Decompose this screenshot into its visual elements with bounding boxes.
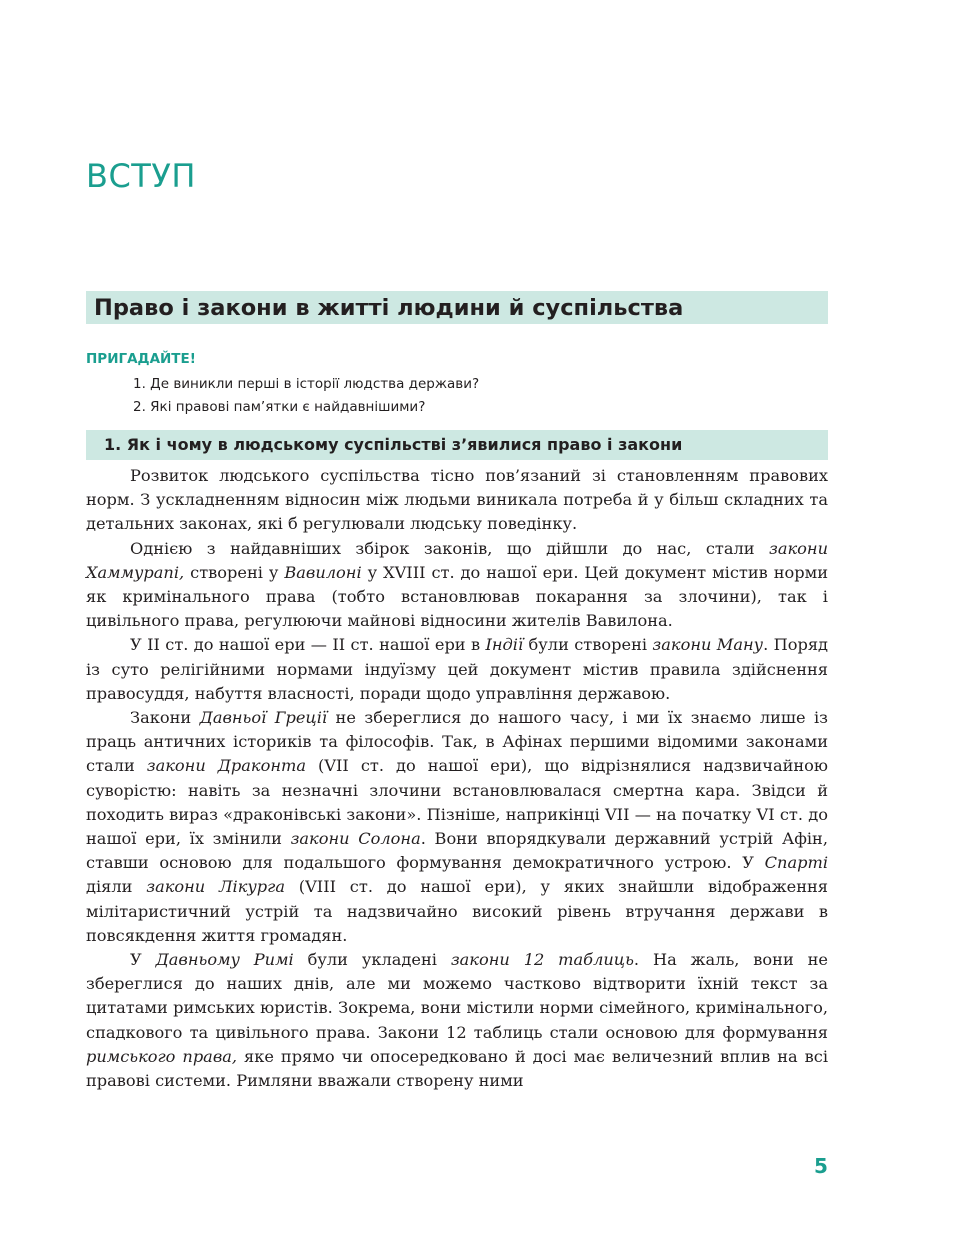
recall-questions [133, 373, 479, 419]
section-title: Право і закони в житті людини й суспільства [94, 295, 684, 321]
emphasized-term: римського права, [86, 1046, 238, 1066]
text-run: (VII ст. до нашої ери), що відрізнялися надзвичайною суворістю: навіть за незначні злочини встановлювалася смертна кара. Звідси й походить вираз «драконівські закони». Пізніше, наприкінці VII — на початку VI ст. до нашої ери, їх змінили [86, 756, 829, 849]
text-run: . Вони впорядкували державний устрій Афін, ставши основою для подальшого формування демократичного устрою. У [86, 829, 828, 873]
text-run: діяли [86, 877, 147, 897]
emphasized-term: закони Хаммурапі, [86, 538, 828, 582]
emphasized-term: Давньої Греції [199, 708, 328, 728]
emphasized-term: закони Драконта [146, 756, 307, 776]
section-header-bar [86, 291, 828, 324]
recall-label: ПРИГАДАЙТЕ! [86, 351, 196, 367]
text-run: . Поряд із суто релігійними нормами індуїзму цей документ містив правила здійснення правосуддя, набуття власності, поради щодо управління державою. [86, 635, 828, 703]
body-paragraph [86, 464, 828, 537]
text-run: Закони [130, 708, 200, 728]
text-run: яке прямо чи опосередковано й досі має величезний вплив на всі правові системи. Римляни вважали створену ними [86, 1046, 828, 1091]
recall-question: 2. Які правові пам’ятки є найдавнішими? [133, 399, 426, 415]
page-number: 5 [814, 1154, 828, 1178]
text-run: були створені [523, 635, 653, 655]
text-run: У II ст. до нашої ери — II ст. нашої ери в [130, 635, 486, 655]
emphasized-term: закони Солона [290, 829, 421, 849]
text-run: Розвиток людського суспільства тісно пов’язаний зі становленням правових норм. З ускладненням відносин між людьми виникала потреба й у більш складних та детальних законах, які б регулювали людську поведінку. [86, 466, 828, 534]
text-run: . На жаль, вони не збереглися до наших днів, але ми можемо частково відтворити їхній текст за цитатами римських юристів. Зокрема, вони містили норми сімейного, кримінального, спадкового та цивільного права. Закони 12 таблиць стали основою для формування [86, 950, 828, 1042]
subsection-title: 1. Як і чому в людському суспільстві з’явилися право і закони [104, 435, 683, 454]
text-run: У [130, 950, 156, 970]
body-paragraph [86, 633, 828, 706]
emphasized-term: Спарті [764, 853, 828, 873]
emphasized-term: Індії [485, 635, 524, 655]
recall-question: 1. Де виникли перші в історії людства держави? [133, 376, 480, 392]
emphasized-term: Вавилоні [284, 562, 362, 582]
body-paragraph [86, 537, 828, 634]
text-run: (VIII ст. до нашої ери), у яких знайшли відображення мілітаристичний устрій та надзвичайно високий рівень втручання держави в повсякдення життя громадян. [86, 877, 828, 945]
body-paragraph [86, 948, 828, 1093]
text-run: були укладені [293, 950, 451, 970]
emphasized-term: Давньому Римі [155, 950, 294, 970]
body-paragraph [86, 706, 828, 948]
text-run: у XVIII ст. до нашої ери. Цей документ містив норми як кримінального права (тобто встановлював покарання за злочини), так і цивільного права, регулюючи майнові відносини жителів Вавилона. [86, 562, 829, 631]
text-run: створені у [184, 562, 285, 582]
emphasized-term: закони Лікурга [146, 877, 285, 897]
emphasized-term: закони 12 таблиць [450, 950, 634, 970]
text-run: Однією з найдавніших збірок законів, що дійшли до нас, стали [130, 538, 770, 558]
subsection-header-bar [86, 430, 828, 460]
emphasized-term: закони Ману [652, 635, 764, 655]
text-run: не збереглися до нашого часу, і ми їх знаємо лише із праць античних істориків та філософів. Так, в Афінах першими відомими законами стали [86, 708, 829, 776]
chapter-title: ВСТУП [86, 157, 196, 195]
body-text [86, 464, 828, 1093]
